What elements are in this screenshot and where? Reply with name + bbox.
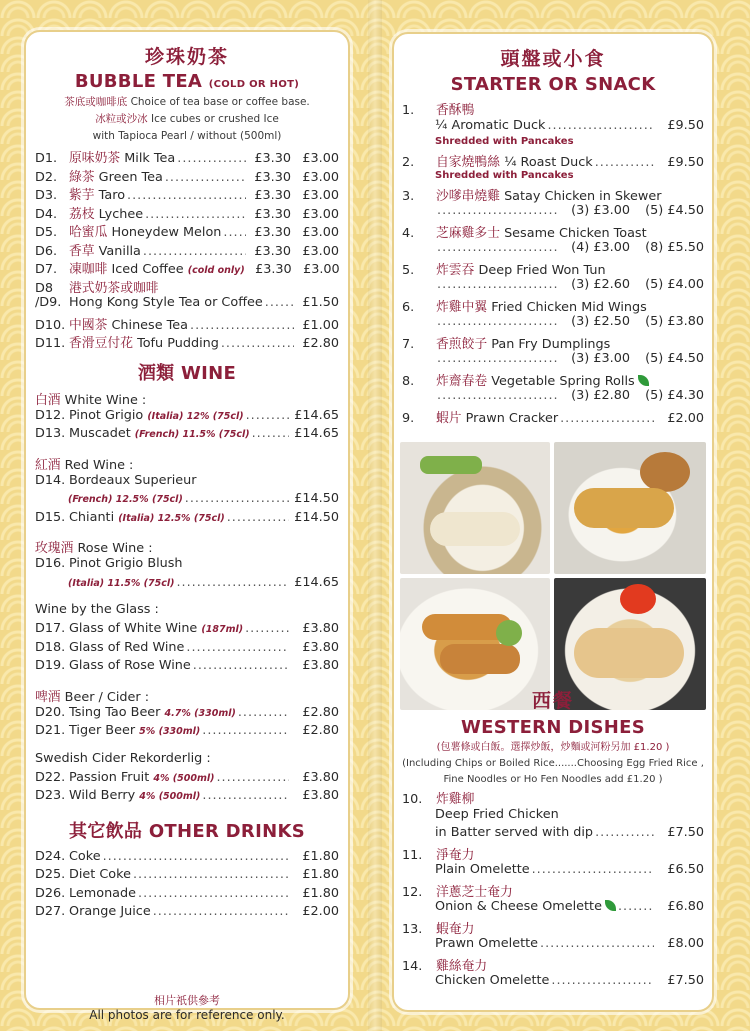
photo-disclaimer: 相片祇供參考 All photos are for reference only. <box>89 994 285 1022</box>
bubble-tea-title-cn: 珍珠奶茶 <box>144 46 229 68</box>
menu-item: 13. 蝦奄力 <box>402 921 475 937</box>
menu-item: D12. Pinot Grigio (Italia) 12% (75cl) ..... £14.65 <box>35 408 339 427</box>
leaf-icon <box>638 375 649 386</box>
food-panel <box>392 32 714 1012</box>
bubble-tea-title: BUBBLE TEA (COLD OR HOT) <box>74 71 300 92</box>
leaf-icon <box>605 900 616 911</box>
menu-item: 10. 炸雞柳 <box>402 792 475 807</box>
page-fold <box>368 0 382 1031</box>
menu-item-detail: Chicken Omelette ..... £7.50 <box>402 973 704 992</box>
menu-item: D15. Chianti (Italia) 12.5% (75cl) ..... £14.50 <box>35 510 339 529</box>
menu-item-detail: (Italia) 11.5% (75cl) ..... £14.65 <box>35 575 339 594</box>
duck-pancake-photo <box>400 442 550 574</box>
menu-item: D18. Glass of Red Wine ..... £3.80 <box>35 640 339 659</box>
menu-item-detail: ..... (3) £3.00 (5) £4.50 <box>402 203 704 222</box>
menu-item: D27. Orange Juice ..... £2.00 <box>35 904 339 923</box>
menu-item-detail: Deep Fried Chicken <box>435 806 559 822</box>
menu-item: D8 港式奶茶或咖啡 <box>35 280 159 296</box>
menu-item: 11. 淨奄力 <box>402 847 475 863</box>
menu-item-detail: Prawn Omelette ..... £8.00 <box>402 936 704 955</box>
menu-item: D5. 哈蜜瓜 Honeydew Melon ..... £3.30 £3.00 <box>35 221 339 240</box>
menu-item: 5. 炸雲吞 Deep Fried Won Tun <box>402 262 606 278</box>
bubble-tea-notes: 茶底或咖啡底 Choice of tea base or coffee base. 冰粒或沙冰 Ice cubes or crushed Ice with Tapioca Pearl / without (500ml) <box>64 96 310 142</box>
menu-item: D26. Lemonade ..... £1.80 <box>35 886 339 905</box>
menu-item: D6. 香草 Vanilla ..... £3.30 £3.00 <box>35 240 339 259</box>
menu-item-detail: ..... (3) £2.60 (5) £4.00 <box>402 277 704 296</box>
white-wine-heading: 白酒 White Wine : <box>35 392 147 408</box>
menu-item: D19. Glass of Rose Wine ..... £3.80 <box>35 658 339 677</box>
menu-item: 9. 蝦片 Prawn Cracker ..... £2.00 <box>402 407 704 426</box>
wine-title: 酒類 WINE <box>137 362 237 384</box>
swedish-cider-heading: Swedish Cider Rekorderlig : <box>35 750 211 766</box>
menu-item: 6. 炸雞中翼 Fried Chicken Mid Wings <box>402 299 647 315</box>
menu-item: D16. Pinot Grigio Blush <box>35 556 183 571</box>
menu-item: D10. 中國茶 Chinese Tea ..... £1.00 <box>35 314 339 333</box>
menu-item: 4. 芝麻雞多士 Sesame Chicken Toast <box>402 225 647 241</box>
satay-skewer-photo <box>554 442 706 574</box>
menu-item: 12. 洋蔥芝士奄力 <box>402 884 513 900</box>
menu-item: D13. Muscadet (French) 11.5% (75cl) ..... £14.65 <box>35 426 339 445</box>
drinks-panel <box>24 30 350 1022</box>
menu-item: 8. 炸齋春卷 Vegetable Spring Rolls <box>402 370 704 389</box>
menu-item: D23. Wild Berry 4% (500ml) ..... £3.80 <box>35 788 339 807</box>
menu-item: 14. 雞絲奄力 <box>402 958 488 974</box>
menu-item-detail: ..... (4) £3.00 (8) £5.50 <box>402 240 704 259</box>
menu-item-detail: ..... (3) £3.00 (5) £4.50 <box>402 351 704 370</box>
menu-item: D7. 凍咖啡 Iced Coffee (cold only) £3.30 £3.00 <box>35 262 340 277</box>
menu-item: D25. Diet Coke ..... £1.80 <box>35 867 339 886</box>
rose-wine-heading: 玫瑰酒 Rose Wine : <box>35 541 153 556</box>
item-note: Shredded with Pancakes <box>435 169 574 181</box>
menu-item-detail: ..... (3) £2.80 (5) £4.30 <box>402 388 704 407</box>
western-title: WESTERN DISHES <box>460 717 645 738</box>
menu-item-detail: ..... (3) £2.50 (5) £3.80 <box>402 314 704 333</box>
western-note: (包薯條或白飯。選擇炒飯，炒麵或河粉另加 £1.20 ) (Including Chips or Boiled Rice.......Choosing Egg Fried Rice , Fine Noodles or Ho Fen Noodles add £1.20 ) <box>402 742 704 785</box>
other-drinks-title: 其它飲品 OTHER DRINKS <box>69 820 305 842</box>
beer-cider-heading: 啤酒 Beer / Cider : <box>35 689 150 705</box>
starter-title: STARTER OR SNACK <box>450 74 656 95</box>
menu-item: 7. 香煎餃子 Pan Fry Dumplings <box>402 336 611 352</box>
menu-item-detail: Plain Omelette ..... £6.50 <box>402 862 704 881</box>
menu-item: D4. 荔枝 Lychee ..... £3.30 £3.00 <box>35 203 339 222</box>
menu-item: D14. Bordeaux Superieur <box>35 472 197 488</box>
menu-item: D11. 香滑豆付花 Tofu Pudding ..... £2.80 <box>35 332 339 351</box>
menu-item: D21. Tiger Beer 5% (330ml) ..... £2.80 <box>35 723 339 742</box>
menu-item: /D9. Hong Kong Style Tea or Coffee ..... £1.50 <box>35 295 339 314</box>
menu-item-detail: in Batter served with dip ..... £7.50 <box>402 825 704 844</box>
menu-item: D20. Tsing Tao Beer 4.7% (330ml) ..... £2.80 <box>35 705 339 724</box>
menu-item-detail: Onion & Cheese Omelette ..... £6.80 <box>402 899 704 918</box>
western-title-cn: 西餐 <box>531 690 574 712</box>
menu-item: D22. Passion Fruit 4% (500ml) ..... £3.80 <box>35 770 339 789</box>
item-note: Shredded with Pancakes <box>435 136 574 147</box>
menu-item: D17. Glass of White Wine (187ml) ..... £3.80 <box>35 621 339 640</box>
menu-item-detail: ¼ Aromatic Duck ..... £9.50 <box>402 118 704 137</box>
menu-item: D1. 原味奶茶 Milk Tea ..... £3.30 £3.00 <box>35 147 339 166</box>
starter-title-cn: 頭盤或小食 <box>500 48 606 70</box>
menu-item: D24. Coke ..... £1.80 <box>35 849 339 868</box>
menu-item: 3. 沙嗲串燒雞 Satay Chicken in Skewer <box>402 188 662 204</box>
menu-item: 2. 自家燒鴨絲 ¼ Roast Duck ..... £9.50 <box>402 151 704 170</box>
wine-by-glass-heading: Wine by the Glass : <box>35 602 159 617</box>
red-wine-heading: 紅酒 Red Wine : <box>35 457 134 473</box>
menu-item: D2. 綠茶 Green Tea ..... £3.30 £3.00 <box>35 166 339 185</box>
menu-item-detail: (French) 12.5% (75cl) ..... £14.50 <box>35 491 339 510</box>
food-photos <box>400 442 706 710</box>
menu-item: 1. 香酥鴨 <box>402 103 475 118</box>
menu-item: D3. 紫芋 Taro ..... £3.30 £3.00 <box>35 184 339 203</box>
